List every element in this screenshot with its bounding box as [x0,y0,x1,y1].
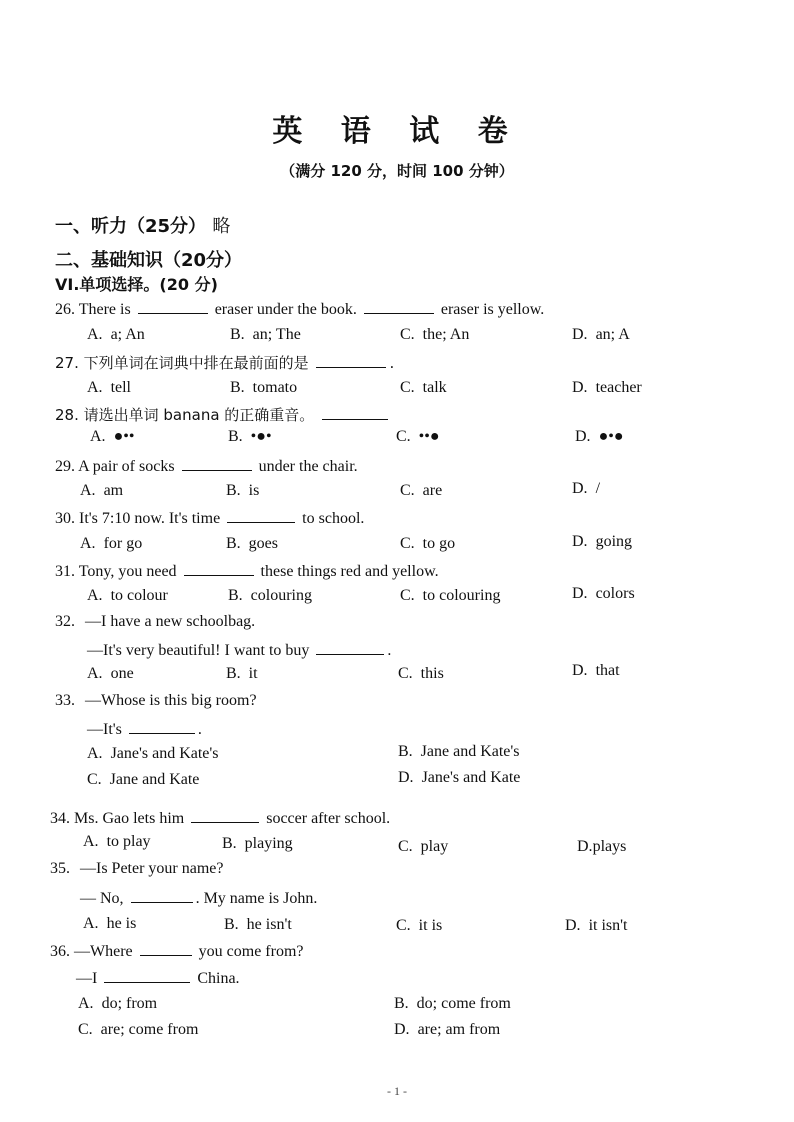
answer-blank [182,456,252,471]
question-text: —I have a new schoolbag. [85,613,256,630]
option-d: D.plays [577,838,627,855]
option-a: A. am [80,482,124,499]
answer-blank [129,719,195,734]
option-b: B. an; The [230,326,301,343]
option-d: D. / [572,480,601,497]
option-a: A. ●•• [90,428,135,445]
stress-pattern: ••● [418,428,440,445]
answer-blank [104,968,190,983]
option-d: D. Jane's and Kate [398,769,521,786]
question-text: China. [197,970,240,987]
option-c: C. to go [400,535,456,552]
question-text: There is [78,301,131,318]
question-text: 下列单词在词典中排在最前面的是 [83,354,309,372]
option-a: A. to colour [87,587,168,604]
question-text: Tony, you need [78,563,177,580]
option-c: C. the; An [400,326,470,343]
question-26 [55,299,544,319]
option-d: D. an; A [572,326,630,343]
answer-blank [184,561,254,576]
question-text: you come from? [198,943,304,960]
question-number: 32. [55,613,75,630]
answer-blank [140,941,192,956]
option-b: B. goes [226,535,278,552]
option-d: D. it isn't [565,917,628,934]
stress-pattern: ●•• [113,428,135,445]
question-text: —Is Peter your name? [80,860,224,877]
stress-pattern: •●• [250,428,272,445]
question-33-line2: —It's . [87,721,202,738]
question-number: 36. [50,943,70,960]
question-text: soccer after school. [266,810,391,827]
question-number: 26. [55,301,75,318]
option-c: C. this [398,665,444,682]
option-a: A. a; An [87,326,145,343]
page-subtitle: （满分 120 分，时间 100 分钟） [280,162,514,180]
answer-blank [191,808,259,823]
question-text: —Whose is this big room? [85,692,257,709]
option-a: A. one [87,665,134,682]
page-number: - 1 - [387,1084,407,1098]
section-listening-note: 略 [212,216,231,237]
question-text: eraser under the book. [214,301,357,318]
question-number: 30. [55,510,75,527]
answer-blank [316,353,386,368]
option-b: B. do; come from [394,995,511,1012]
section-listening [55,212,230,238]
question-text: under the chair. [258,458,358,475]
question-32 [55,613,255,631]
option-b: B. he isn't [224,916,292,933]
option-c: C. to colouring [400,587,501,604]
question-number: 31. [55,563,75,580]
question-text: —It's [87,721,122,738]
option-c: C. ••● [396,428,440,445]
question-31 [55,561,439,581]
question-text: A pair of socks [78,458,175,475]
question-text: —Where [74,943,133,960]
question-32-line2: —It's very beautiful! I want to buy . [87,642,392,659]
question-number: 28. [55,406,79,424]
option-c: C. play [398,838,449,855]
option-a: A. for go [80,535,143,552]
option-c: C. are [400,482,443,499]
question-text: these things red and yellow. [260,563,439,580]
answer-blank [227,508,295,523]
question-text: eraser is yellow. [440,301,545,318]
option-b: B. colouring [228,587,312,604]
answer-blank [316,640,384,655]
question-30 [55,508,364,528]
option-a: A. Jane's and Kate's [87,745,219,762]
question-number: 27. [55,354,79,372]
question-36 [50,941,304,961]
question-text: 请选出单词 banana 的正确重音。 [83,406,315,424]
question-27: 27. 下列单词在词典中排在最前面的是 . [55,354,395,372]
question-number: 35. [50,860,70,877]
answer-blank [364,299,434,314]
option-a: A. he is [83,915,137,932]
question-33 [55,692,257,710]
option-d: D. ●•● [575,428,624,445]
option-b: B. •●• [228,428,272,445]
answer-blank [131,888,193,903]
question-text: Ms. Gao lets him [74,810,185,827]
section-basics: 二、基础知识（20分） [55,250,243,271]
question-29 [55,456,358,476]
section-listening-label: 一、听力（25分） [55,216,207,237]
option-d: D. going [572,533,633,550]
option-a: A. to play [83,833,151,850]
option-d: D. are; am from [394,1021,501,1038]
section-single-choice: VI.单项选择。(20 分) [55,275,218,294]
question-text: — No, [80,890,124,907]
question-28 [55,404,391,425]
option-b: B. tomato [230,379,298,396]
question-number: 34. [50,810,70,827]
option-a: A. do; from [78,995,158,1012]
option-b: B. Jane and Kate's [398,743,520,760]
option-b: B. it [226,665,258,682]
stress-pattern: ●•● [598,428,624,445]
question-35 [50,860,224,878]
option-c: C. it is [396,917,443,934]
question-34 [50,808,390,828]
answer-blank [322,405,388,420]
option-a: A. tell [87,379,131,396]
page-title: 英 语 试 卷 [272,114,522,149]
question-text: —It's very beautiful! I want to buy [87,642,310,659]
answer-blank [138,299,208,314]
option-c: C. talk [400,379,447,396]
question-number: 29. [55,458,75,475]
option-b: B. playing [222,835,293,852]
option-d: D. that [572,662,620,679]
question-text: to school. [302,510,365,527]
option-b: B. is [226,482,260,499]
option-c: C. Jane and Kate [87,771,200,788]
question-35-line2: — No, . My name is John. [80,890,318,907]
option-d: D. colors [572,585,635,602]
option-d: D. teacher [572,379,642,396]
question-36-line2 [76,968,240,988]
question-text: It's 7:10 now. It's time [79,510,221,527]
question-text: —I [76,970,98,987]
option-c: C. are; come from [78,1021,199,1038]
question-number: 33. [55,692,75,709]
